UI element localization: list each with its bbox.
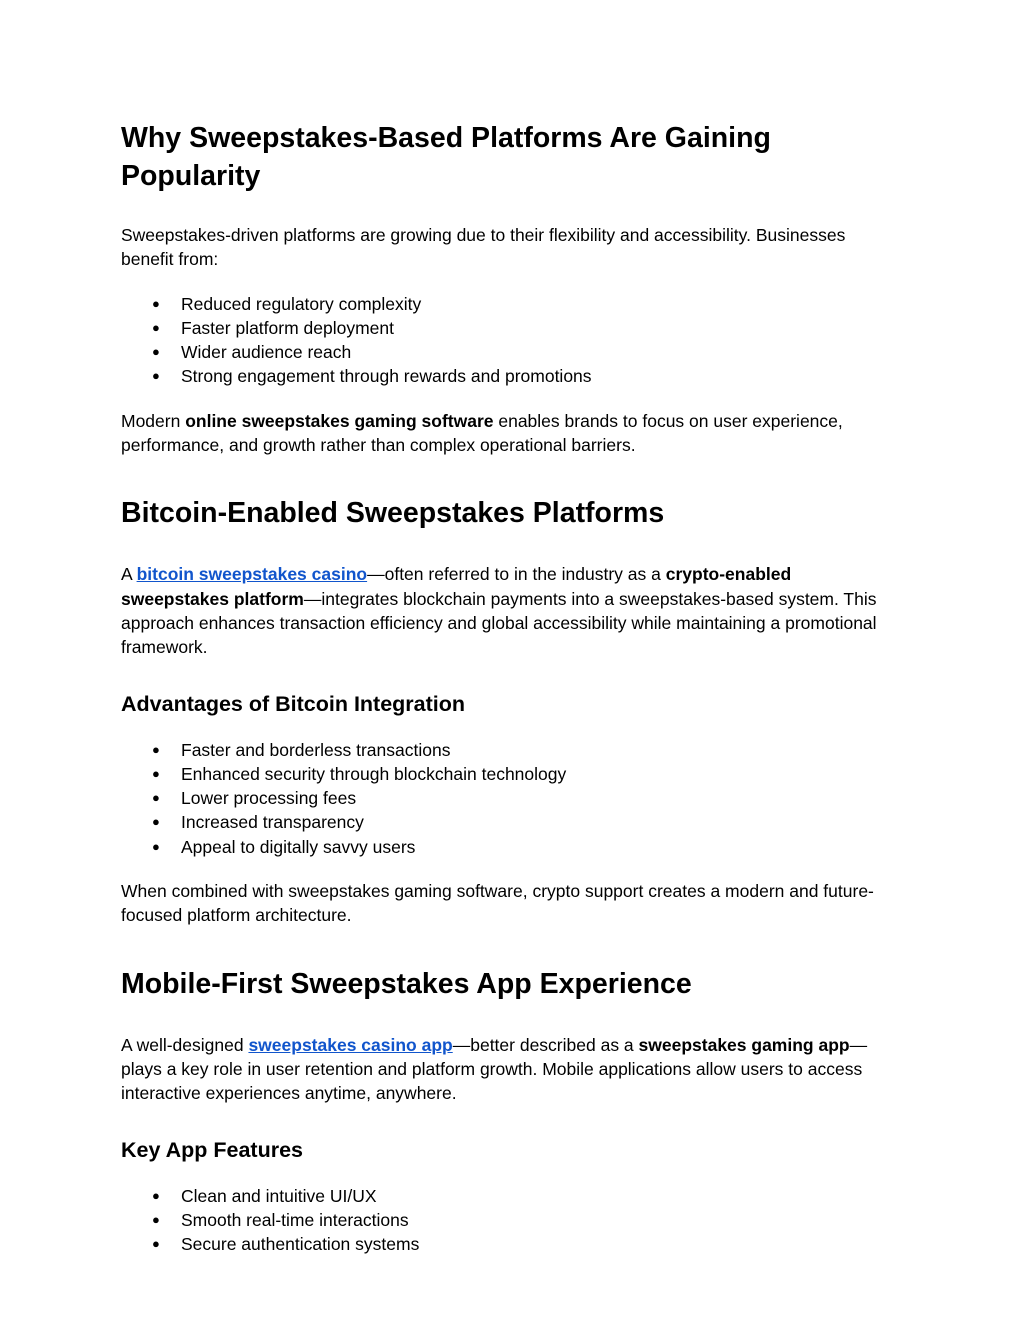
bullet-icon: ●: [152, 1211, 160, 1227]
list-item: [121, 316, 901, 340]
sweepstakes-casino-app-link[interactable]: sweepstakes casino app: [248, 1034, 453, 1055]
list-item-text: Faster and borderless transactions: [181, 739, 451, 760]
subheading-key-features: Key App Features: [121, 1137, 304, 1162]
list-item: [121, 1184, 901, 1208]
paragraph-modern-software: [121, 409, 901, 458]
list-item-text: Strong engagement through rewards and promotions: [181, 366, 592, 387]
list-item-text: Lower processing fees: [181, 788, 357, 809]
document-body: [121, 117, 901, 1256]
bullet-icon: ●: [152, 741, 160, 757]
paragraph-mobile: [121, 1033, 901, 1106]
list-item-text: Faster platform deployment: [181, 317, 395, 338]
paragraph-bitcoin: [121, 562, 901, 659]
bold-text: sweepstakes gaming app: [638, 1034, 850, 1055]
bitcoin-sweepstakes-casino-link[interactable]: bitcoin sweepstakes casino: [136, 564, 368, 585]
list-item-text: Increased transparency: [181, 812, 364, 833]
advantages-list: [121, 738, 901, 859]
bullet-icon: ●: [152, 814, 160, 830]
text-run: —better described as a: [452, 1034, 639, 1055]
heading-bitcoin-platforms: Bitcoin-Enabled Sweepstakes Platforms: [121, 497, 665, 530]
benefits-list: [121, 292, 901, 389]
list-item-text: Enhanced security through blockchain technology: [181, 763, 567, 784]
bullet-icon: ●: [152, 1187, 160, 1203]
list-item-text: Wider audience reach: [181, 342, 352, 363]
bullet-icon: ●: [152, 319, 160, 335]
text-run: —integrates blockchain payments into a sweepstakes-based system. This approach enhances transaction efficiency and global accessibility while maintaining a promotional framework.: [121, 588, 877, 658]
list-item-text: Clean and intuitive UI/UX: [181, 1185, 377, 1206]
bullet-icon: ●: [152, 1236, 160, 1252]
bullet-icon: ●: [152, 368, 160, 384]
list-item: [121, 810, 901, 834]
list-item: [121, 364, 901, 388]
bold-text: online sweepstakes gaming software: [185, 410, 494, 431]
text-run: A: [121, 564, 137, 585]
heading-why-sweepstakes: Why Sweepstakes-Based Platforms Are Gaining Popularity: [121, 122, 771, 192]
text-run: A well-designed: [121, 1034, 249, 1055]
heading-mobile-first: Mobile-First Sweepstakes App Experience: [121, 967, 692, 1000]
list-item: [121, 340, 901, 364]
bullet-icon: ●: [152, 790, 160, 806]
list-item: [121, 738, 901, 762]
list-item: [121, 762, 901, 786]
list-item: [121, 292, 901, 316]
text-run: enables brands to focus on user experience, performance, and growth rather than complex operational barriers.: [121, 410, 843, 456]
list-item-text: Secure authentication systems: [181, 1234, 420, 1255]
subheading-advantages: Advantages of Bitcoin Integration: [121, 691, 466, 716]
paragraph-combined: When combined with sweepstakes gaming software, crypto support creates a modern and future-focused platform architecture.: [121, 881, 874, 926]
list-item: [121, 786, 901, 810]
list-item: [121, 1232, 901, 1256]
bullet-icon: ●: [152, 838, 160, 854]
paragraph-intro: Sweepstakes-driven platforms are growing due to their flexibility and accessibility. Businesses benefit from:: [121, 225, 846, 270]
text-run: —often referred to in the industry as a: [367, 564, 666, 585]
features-list: [121, 1184, 901, 1257]
list-item-text: Reduced regulatory complexity: [181, 293, 422, 314]
bullet-icon: ●: [152, 765, 160, 781]
bullet-icon: ●: [152, 344, 160, 360]
text-run: Modern: [121, 410, 186, 431]
bullet-icon: ●: [152, 295, 160, 311]
list-item: [121, 835, 901, 859]
list-item: [121, 1208, 901, 1232]
text-run: —plays a key role in user retention and platform growth. Mobile applications allow users to access interactive experiences anytime, anywhere.: [121, 1034, 868, 1104]
list-item-text: Appeal to digitally savvy users: [181, 836, 416, 857]
list-item-text: Smooth real-time interactions: [181, 1209, 409, 1230]
bold-text: crypto-enabled sweepstakes platform: [121, 564, 792, 609]
